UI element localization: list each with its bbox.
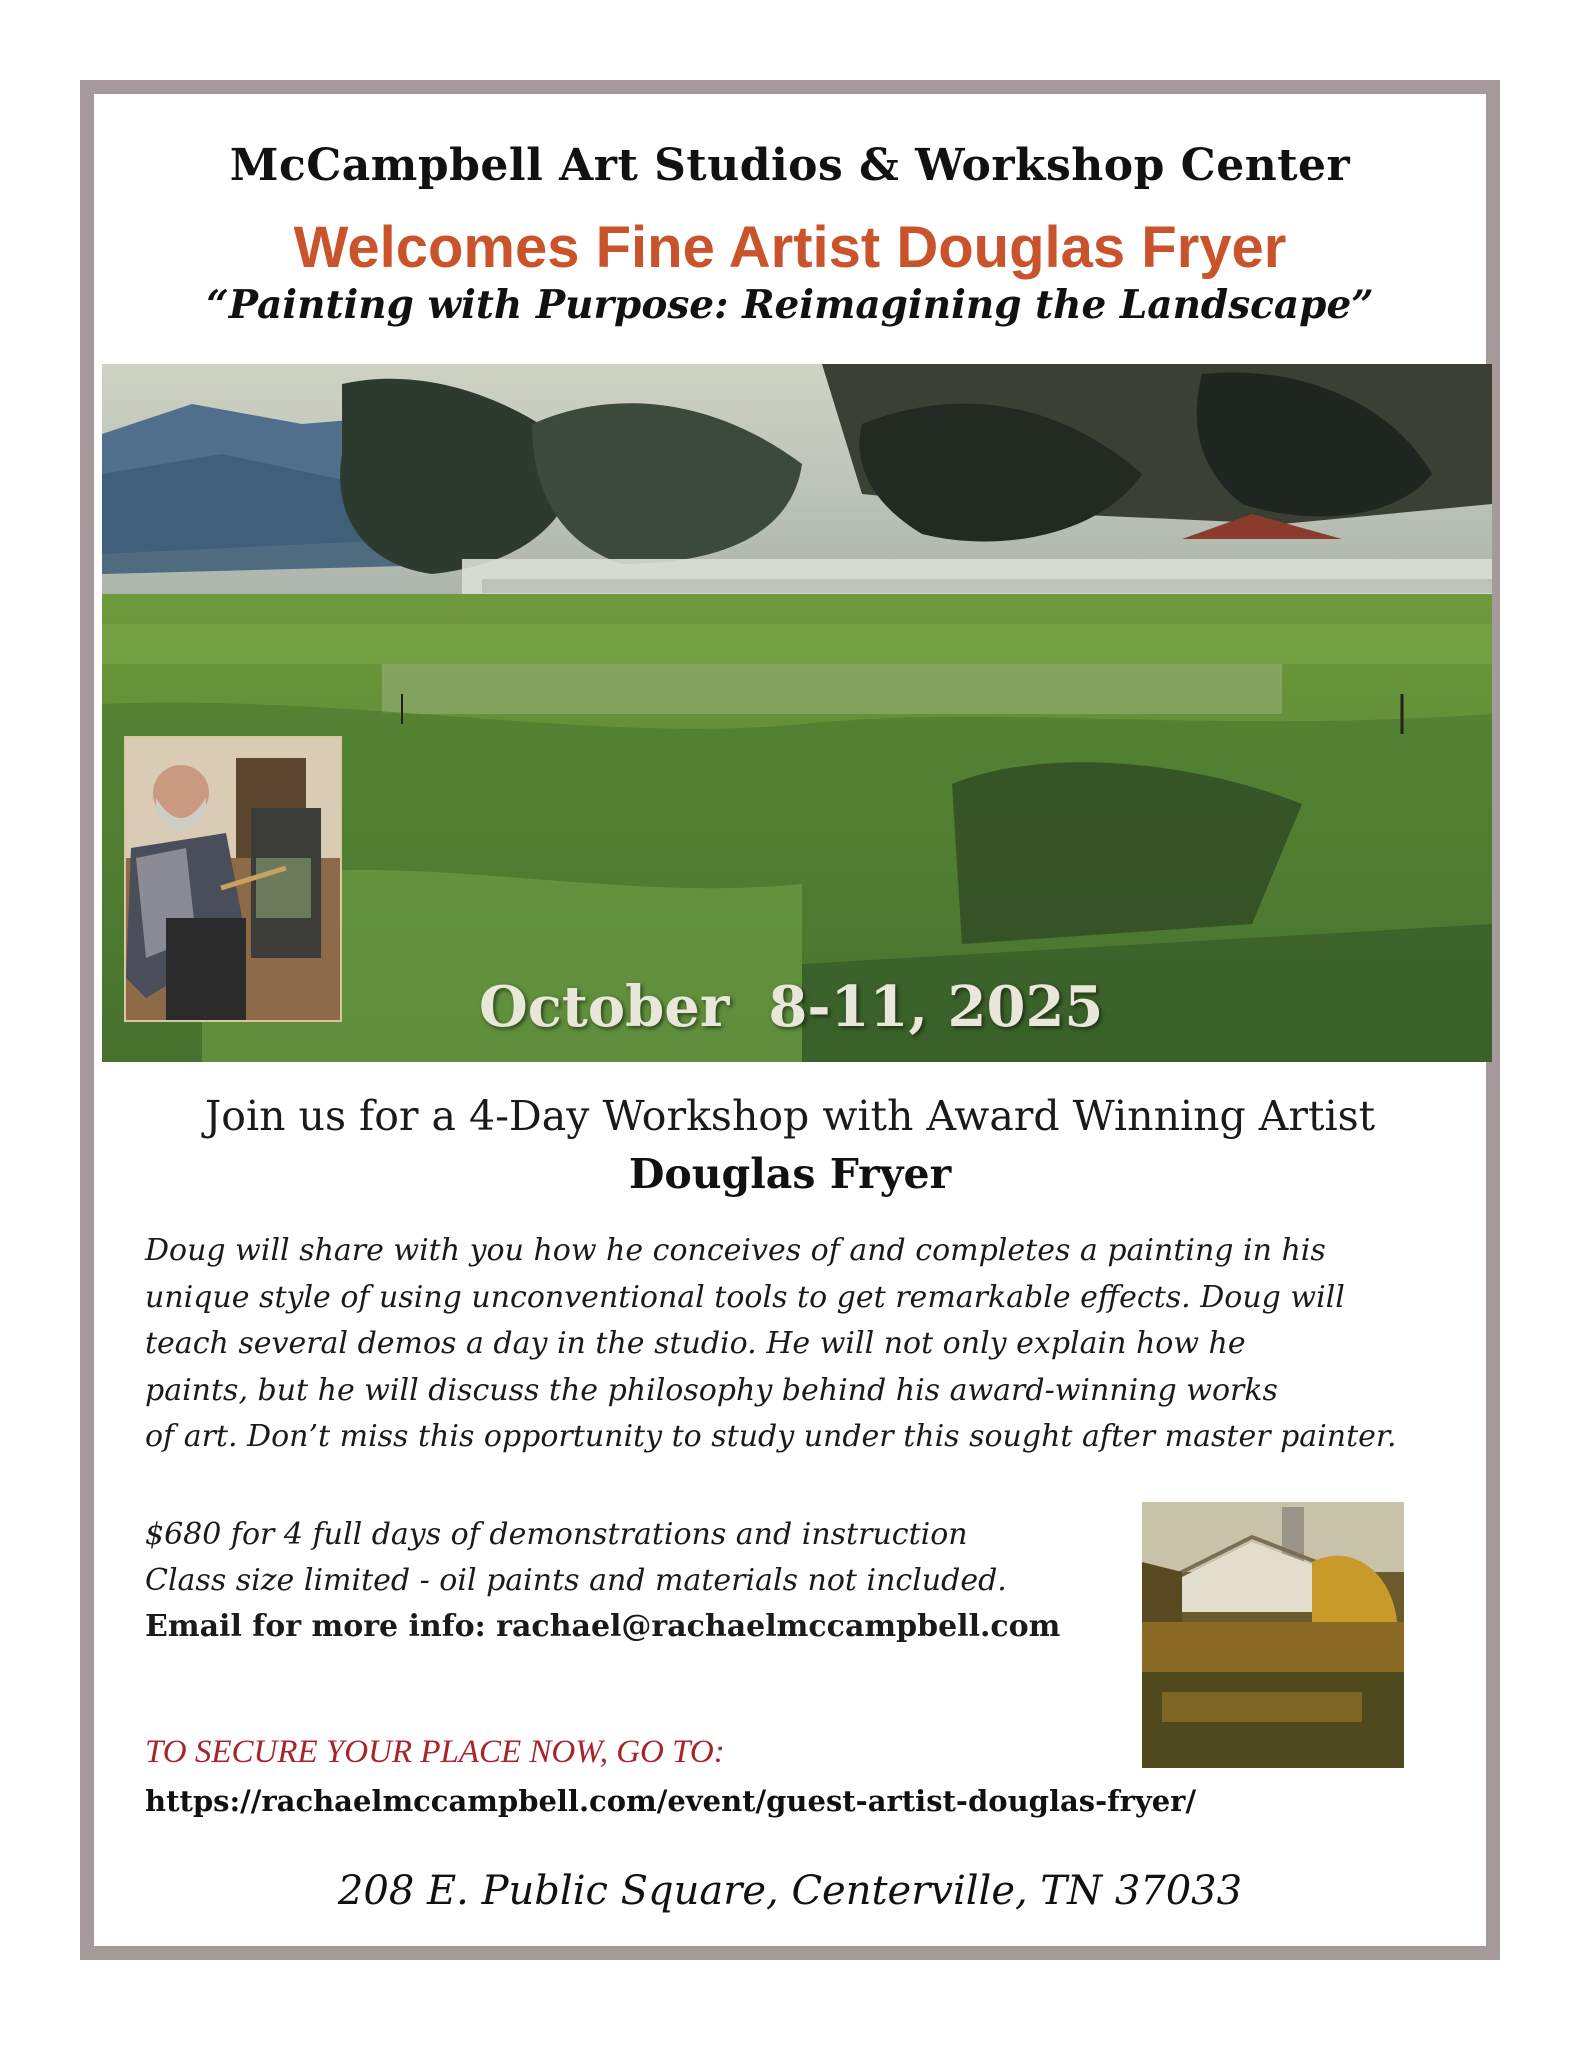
studio-name: McCampbell Art Studios & Workshop Center	[229, 140, 1351, 191]
workshop-title: “Painting with Purpose: Reimagining the Landscape”	[206, 282, 1374, 328]
secure-place-label: TO SECURE YOUR PLACE NOW, GO TO:	[145, 1734, 725, 1770]
price-line: $680 for 4 full days of demonstrations and instruction	[145, 1517, 968, 1552]
event-date: October 8-11, 2025	[479, 974, 1104, 1040]
flyer-frame	[80, 80, 1500, 1960]
artist-photo	[124, 736, 342, 1022]
email-line[interactable]: Email for more info: rachael@rachaelmccampbell.com	[145, 1609, 1061, 1644]
description-line: of art. Don’t miss this opportunity to study under this sought after master painter.	[145, 1419, 1397, 1454]
welcome-headline: Welcomes Fine Artist Douglas Fryer	[293, 215, 1287, 280]
class-size-line: Class size limited - oil paints and materials not included.	[145, 1563, 1007, 1598]
studio-address: 208 E. Public Square, Centerville, TN 37033	[337, 1868, 1243, 1914]
description-line: paints, but he will discuss the philosophy behind his award-winning works	[145, 1372, 1278, 1408]
landscape-painting	[102, 364, 1492, 1062]
barn-painting	[1142, 1502, 1404, 1768]
workshop-details	[145, 1512, 1060, 1650]
workshop-description	[145, 1228, 1475, 1461]
join-line: Join us for a 4-Day Workshop with Award Winning Artist	[204, 1092, 1376, 1140]
artist-name: Douglas Fryer	[628, 1150, 952, 1198]
description-line: unique style of using unconventional tools to get remarkable effects. Doug will	[145, 1279, 1345, 1315]
description-line: teach several demos a day in the studio. He will not only explain how he	[145, 1326, 1246, 1361]
description-line: Doug will share with you how he conceives of and completes a painting in his	[145, 1233, 1326, 1268]
registration-link[interactable]: https://rachaelmccampbell.com/event/guest-artist-douglas-fryer/	[145, 1784, 1197, 1818]
